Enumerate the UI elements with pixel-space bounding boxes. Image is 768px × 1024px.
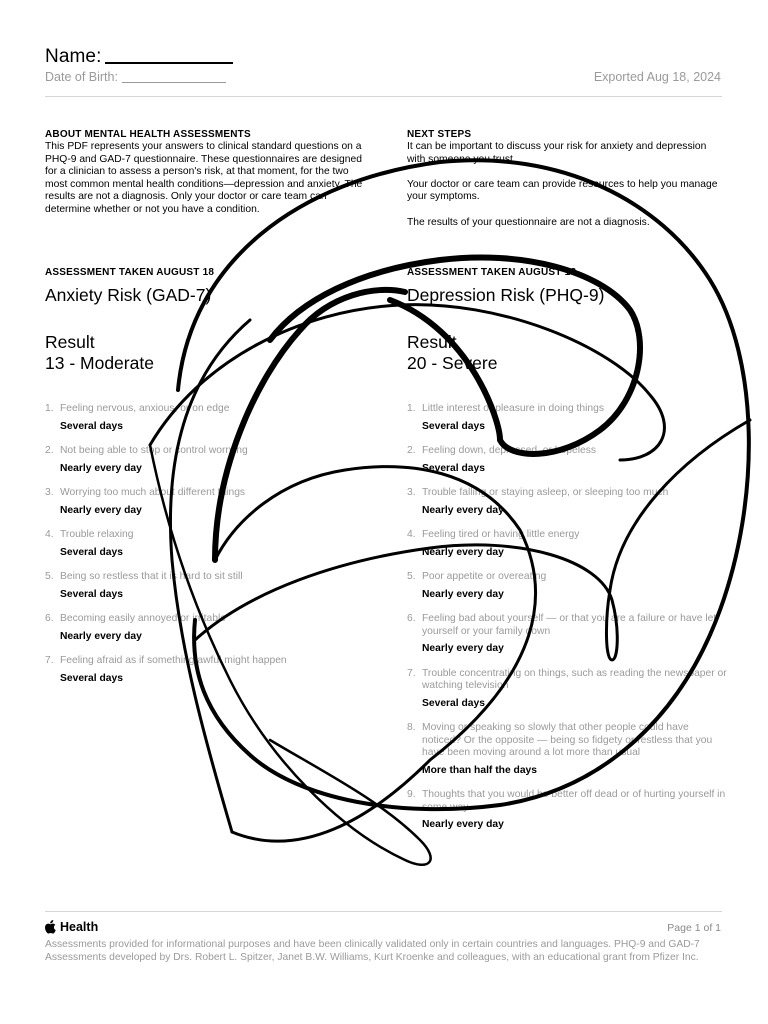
question-answer: Nearly every day xyxy=(422,588,504,600)
depression-taken-date: ASSESSMENT TAKEN AUGUST 18 xyxy=(407,267,577,278)
question-text: Worrying too much about different things xyxy=(60,486,246,498)
question-answer: Several days xyxy=(422,697,485,709)
health-brand xyxy=(45,920,98,934)
question-item xyxy=(407,789,727,832)
dob-blank-line xyxy=(122,71,226,83)
question-item xyxy=(407,722,727,777)
question-item xyxy=(407,668,727,711)
next-steps-section xyxy=(407,129,727,242)
anxiety-question-list xyxy=(45,403,365,685)
export-date: Exported Aug 18, 2024 xyxy=(593,70,721,84)
next-steps-title: NEXT STEPS xyxy=(407,129,472,140)
disclaimer-text: Assessments provided for informational purposes and have been clinically validated only in certain countries and languages. PHQ-9 and GAD-7 Assessments developed by Drs. Robert L. Spitzer, Janet B.W. Williams, Kurt Kroenke and colleagues, with an educational grant from Pfizer Inc. xyxy=(45,939,700,963)
footer-divider xyxy=(45,911,722,912)
depression-result-value: 20 - Severe xyxy=(407,353,498,373)
question-text: Poor appetite or overeating xyxy=(422,570,547,582)
depression-title: Depression Risk (PHQ-9) xyxy=(407,285,605,305)
question-number: 7. xyxy=(45,654,54,666)
question-number: 7. xyxy=(407,667,416,679)
question-item xyxy=(407,529,727,559)
question-answer: Several days xyxy=(60,672,123,684)
anxiety-title: Anxiety Risk (GAD-7) xyxy=(45,285,212,305)
name-label: Name: xyxy=(45,46,102,67)
question-number: 5. xyxy=(45,570,54,582)
question-answer: Nearly every day xyxy=(60,504,142,516)
question-item xyxy=(407,487,727,517)
question-text: Little interest or pleasure in doing things xyxy=(422,403,605,414)
question-text: Feeling down, depressed, or hopeless xyxy=(422,444,597,456)
question-number: 5. xyxy=(407,570,416,582)
question-text: Feeling bad about yourself — or that you are a failure or have let yourself or your family down xyxy=(422,612,717,637)
question-text: Not being able to stop or control worrying xyxy=(60,444,248,456)
brand-label: Health xyxy=(60,920,99,934)
question-text: Becoming easily annoyed or irritable xyxy=(60,612,226,624)
next-steps-paragraph: The results of your questionnaire are not a diagnosis. xyxy=(407,216,650,228)
about-title: ABOUT MENTAL HEALTH ASSESSMENTS xyxy=(45,129,251,140)
depression-question-list xyxy=(407,403,727,832)
question-text: Trouble relaxing xyxy=(60,528,134,540)
question-text: Thoughts that you would be better off dead or of hurting yourself in some way xyxy=(422,789,726,813)
name-field xyxy=(45,46,233,68)
question-item xyxy=(45,445,365,475)
question-answer: Several days xyxy=(422,420,485,432)
question-answer: Several days xyxy=(60,588,123,600)
question-item xyxy=(45,529,365,559)
page-number: Page 1 of 1 xyxy=(667,922,721,934)
question-number: 3. xyxy=(407,486,416,498)
question-answer: Nearly every day xyxy=(422,819,504,831)
question-answer: Nearly every day xyxy=(422,504,504,516)
question-text: Moving or speaking so slowly that other people could have noticed? Or the opposite — being so fidgety or restless that you have been moving around a lot more than usual xyxy=(422,722,713,759)
anxiety-assessment xyxy=(45,267,365,697)
question-number: 6. xyxy=(45,612,54,624)
question-item xyxy=(407,403,727,433)
anxiety-result-label: Result xyxy=(45,332,95,352)
question-text: Trouble concentrating on things, such as reading the newspaper or watching television xyxy=(422,667,727,692)
apple-icon xyxy=(45,920,57,934)
question-number: 9. xyxy=(407,789,416,801)
next-steps-body xyxy=(407,141,727,229)
question-item xyxy=(45,487,365,517)
question-answer: Nearly every day xyxy=(422,546,504,558)
next-steps-paragraph: Your doctor or care team can provide resources to help you manage your symptoms. xyxy=(407,178,718,203)
question-number: 2. xyxy=(407,444,416,456)
question-answer: Nearly every day xyxy=(60,462,142,474)
depression-result-label: Result xyxy=(407,332,457,352)
question-item xyxy=(45,655,365,685)
question-number: 6. xyxy=(407,612,416,624)
question-number: 2. xyxy=(45,444,54,456)
question-answer: Nearly every day xyxy=(422,643,504,655)
question-answer: More than half the days xyxy=(422,764,538,776)
next-steps-paragraph: It can be important to discuss your risk for anxiety and depression with someone you trust. xyxy=(407,141,707,165)
question-text: Feeling afraid as if something awful might happen xyxy=(60,654,287,666)
dob-field xyxy=(45,70,226,84)
question-answer: Several days xyxy=(60,420,123,432)
about-section xyxy=(45,129,365,217)
question-item xyxy=(407,445,727,475)
question-answer: Nearly every day xyxy=(60,630,142,642)
question-number: 1. xyxy=(407,403,416,414)
anxiety-result-value: 13 - Moderate xyxy=(45,353,154,373)
question-item xyxy=(407,613,727,656)
dob-label: Date of Birth: xyxy=(45,70,118,84)
question-number: 4. xyxy=(45,528,54,540)
question-number: 8. xyxy=(407,722,416,734)
question-text: Feeling tired or having little energy xyxy=(422,528,580,540)
question-number: 1. xyxy=(45,403,54,414)
question-answer: Several days xyxy=(60,546,123,558)
question-answer: Several days xyxy=(422,462,485,474)
anxiety-taken-date: ASSESSMENT TAKEN AUGUST 18 xyxy=(45,267,215,278)
question-item xyxy=(45,613,365,643)
depression-assessment xyxy=(407,267,727,844)
name-blank-line xyxy=(105,46,233,64)
question-item xyxy=(407,571,727,601)
header-divider xyxy=(45,96,722,97)
question-item xyxy=(45,403,365,433)
question-text: Trouble falling or staying asleep, or sleeping too much xyxy=(422,486,669,498)
question-number: 3. xyxy=(45,486,54,498)
about-body: This PDF represents your answers to clinical standard questions on a PHQ-9 and GAD-7 questionnaire. These questionnaires are designed for a clinician to assess a person's risk, at that moment, for the two most common mental health conditions—depression and anxiety. The results are not a diagnosis. Only your doctor or care team can determine whether or not you have a condition. xyxy=(45,141,363,215)
question-text: Feeling nervous, anxious, or on edge xyxy=(60,403,230,414)
question-text: Being so restless that it is hard to sit still xyxy=(60,570,243,582)
question-item xyxy=(45,571,365,601)
question-number: 4. xyxy=(407,528,416,540)
